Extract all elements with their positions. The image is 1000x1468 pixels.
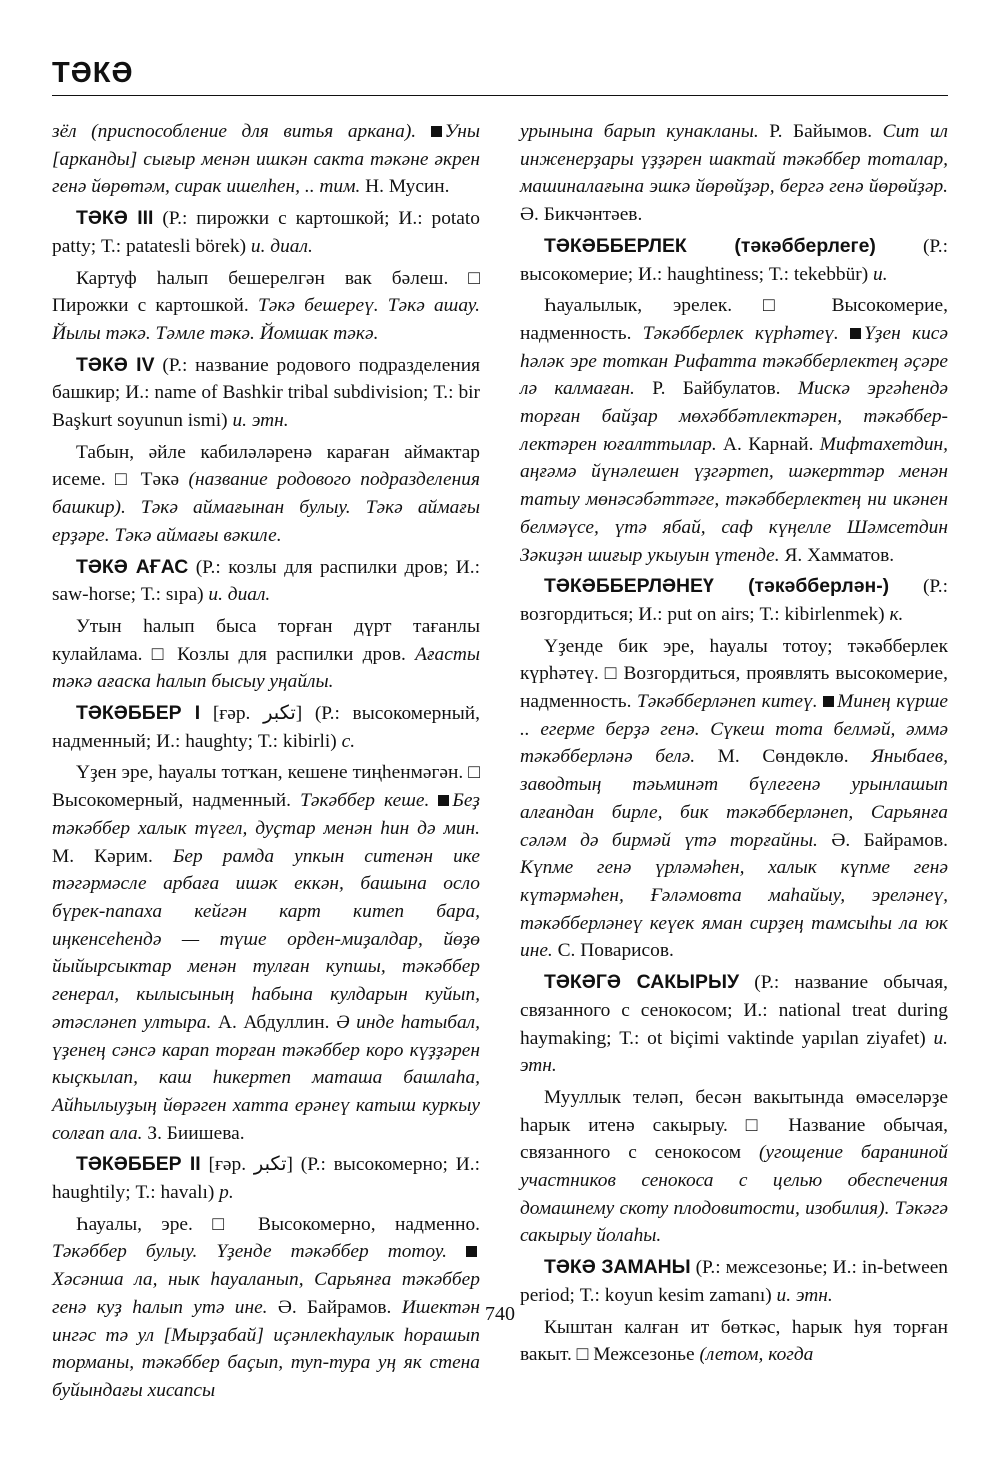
text-run: Ә. Бикчәнтәев. xyxy=(520,204,643,226)
italic-text: (название родового подразделения башкир). Тәкә аймағынан булыу. Тәкә аймағы ерҙәре. Тәкә аймағы вәкиле. xyxy=(52,469,480,546)
italic-text: Мискә эргәһендә торған байҙар мөхәббәтлектәрен, тәкәбберлектәрен юғалттылар. xyxy=(520,378,949,455)
text-run: Картуф һалып бешерелгән вак бәлеш. xyxy=(76,267,469,289)
header-rule xyxy=(52,95,948,96)
text-run: (Р.: возгордиться; И.: put on airs; Т.: kibirlenmek) xyxy=(520,576,948,625)
entry-paragraph xyxy=(52,759,480,1147)
text-run: (Р.: название родового подразделения башкир; И.: name of Bashkir tribal subdivision; Т.: bir Başkurt soyunun ismi) xyxy=(52,354,480,432)
text-run: Р. Байбулатов. xyxy=(652,378,798,400)
italic-text: Тәкә бешереү. Тәкә ашау. Йылы тәкә. Тәмле тәкә. Йомшак тәкә. xyxy=(52,295,480,344)
text-run: Һауалы, эре. □ Высокомерно, надменно. xyxy=(76,1213,480,1235)
dictionary-entry-head xyxy=(520,969,948,1080)
italic-text: Үҙен кисә һәләк эре тоткан Рифатта тәкәбберлектең әҫәре лә калмаған. xyxy=(520,322,948,400)
italic-text: Хәсәнша ла, нык һауаланып, Сарьянға тәкәббер генә куҙ һалып утә ине. xyxy=(52,1269,480,1318)
dictionary-entry-head xyxy=(520,573,948,628)
text-run: С. Поварисов. xyxy=(557,940,674,962)
running-head-word: ТӘКӘ xyxy=(52,57,134,89)
dictionary-entry-head xyxy=(520,233,948,288)
headword: ТӘКӘББЕР II xyxy=(76,1153,201,1176)
headword: ТӘКӘГӘ САКЫРЫУ xyxy=(544,971,740,994)
text-run: Мууллык теләп, бесән вакытында өмәселәрҙе һарык итенә сакырыу. □ Название обычая, связанного с сенокосом xyxy=(520,1086,948,1164)
text-run: [ғәр. تكبر] (Р.: высокомерно; И.: haughtily; Т.: havalı) xyxy=(52,1154,480,1204)
black-square-icon xyxy=(438,795,449,806)
dictionary-entry-head xyxy=(52,352,480,435)
italic-text: Уны [арканды] сығыр менән ишкән сакта тәкәне әкрен генә йөрөтәм, сирак ишелһен, .. тим. xyxy=(52,121,480,198)
text-run: Үҙен эре, һауалы тотҡан, кешене тиңһенмәгән. □ Высокомерный, надменный. xyxy=(52,762,480,812)
headword: ТӘКӘББЕРЛЕК (тәкәбберлеге) xyxy=(544,234,876,257)
italic-text: с. xyxy=(341,730,356,752)
entry-paragraph xyxy=(520,292,948,569)
text-run: Кыштан калған ит бөткәс, һарык һуя торған вакыт. □ Межсезонье xyxy=(520,1316,948,1366)
italic-text: Күпме генә үрләмәһен, халык күпме генә күтәрмәһен, Ғәләмовта маһайыу, эреләнеү, тәкәбберләнеү кеүек яман сирҙең тамсыһы ла юк ине. xyxy=(520,857,948,962)
dictionary-entry-head xyxy=(52,700,480,755)
entry-paragraph xyxy=(52,118,480,201)
headword: ТӘКӘ ЗАМАНЫ xyxy=(544,1256,691,1279)
dictionary-entry-head xyxy=(52,1151,480,1206)
text-run: Ә. Байрамов. xyxy=(831,829,948,851)
italic-text: Тәкәбберлек күрһәтеү. xyxy=(642,322,851,344)
black-square-icon xyxy=(850,328,861,339)
right-column xyxy=(520,118,948,1373)
italic-text: и. этн. xyxy=(520,1027,948,1077)
text-run: Утын һалып быса торған дүрт тағанлы кулайлама. □ Козлы для распилки дров. xyxy=(52,615,480,665)
text-run: А. Карнай. xyxy=(723,433,820,455)
entry-paragraph xyxy=(52,265,480,348)
text-run: З. Биишева. xyxy=(147,1122,245,1144)
dictionary-entry-head xyxy=(52,205,480,260)
text-run: (Р.: межсезонье; И.: in-between period; Т.: koyun kesim zamanı) xyxy=(520,1257,948,1306)
italic-text: Яныбаев, заводтың тәьминәт бүлегенә урынлашып алғандан бирле, бик тәкәбберләнеп, Сарьянға сәләм дә бирмәй үтә торғайны. xyxy=(520,746,948,851)
page-number: 740 xyxy=(485,1303,515,1325)
black-square-icon xyxy=(466,1246,477,1257)
text-run: Р. Байымов. xyxy=(769,121,883,142)
italic-text: Тәкәббер кеше. xyxy=(300,790,439,812)
italic-text: Мифтахетдин, аңғәмә йүнәлешен үҙгәртеп, шәкерттәр менән татыу мөнәсәбәттәге, тәкәбберлектең ни икәнен белмәүсе, үтә ябай, саф күңелле Шәмсетдин Зәкиҙән шиғыр укыуын үтенде. xyxy=(520,433,949,566)
text-run: А. Абдуллин. xyxy=(217,1011,337,1033)
left-column xyxy=(52,118,480,1409)
black-square-icon xyxy=(431,126,442,137)
italic-text: зёл (приспособление для витья аркана). xyxy=(52,121,431,142)
italic-text: Бер рамда упкын ситенән ике тәгәрмәсле арбаға ишәк еккән, башына осло бүрек-папаха кейгән карт китеп бара, иңкенсеһендә — түше орден-миҙалдар, йөҙө йыйырсыктар менән тулған купшы, тәкәббер генерал, кылысының һабына кулдарын куйып, әтәсләнеп ултыра. xyxy=(52,845,480,1033)
italic-text: Тәкәбберләнеп китеү. xyxy=(636,691,824,713)
text-run: М. Сөндөклө. xyxy=(717,746,872,768)
text-run: (Р.: козлы для распилки дров; И.: saw-horse; Т.: sıpa) xyxy=(52,556,480,606)
text-run: (Р.: высокомерие; И.: haughtiness; Т.: tekebbür) xyxy=(520,235,949,285)
italic-text: и. xyxy=(873,263,888,285)
text-run: Ә. Байрамов. xyxy=(277,1296,402,1318)
text-run: (Р.: пирожки с картошкой; И.: potato patty; Т.: patatesli börek) xyxy=(52,208,480,257)
black-square-icon xyxy=(823,696,834,707)
entry-paragraph xyxy=(520,1084,948,1250)
entry-paragraph xyxy=(52,439,480,550)
text-run: (Р.: название обычая, связанного с сенокосом; И.: national treat during haymaking; Т.: ot biçimi vaktinde yapılan ziyafet) xyxy=(520,972,948,1049)
text-run: Һауалылык, эрелек. □ Высокомерие, надменность. xyxy=(520,295,948,344)
running-header xyxy=(52,55,948,91)
dictionary-entry-head xyxy=(520,1254,948,1309)
italic-text: Сит ил инженерҙары үҙҙәрен шактай тәкәббер тоталар, машиналағына эшкә йөрөйҙәр, бергә генә йөрөйҙәр. xyxy=(520,121,948,198)
text-run: Н. Мусин. xyxy=(365,176,450,198)
headword: ТӘКӘ АҒАС xyxy=(76,555,189,578)
headword: ТӘКӘ III xyxy=(76,207,154,230)
italic-text: урынына барып кунакланы. xyxy=(520,121,770,142)
headword: ТӘКӘББЕРЛӘНЕҮ (тәкәбберлән-) xyxy=(544,575,890,598)
italic-text: и. этн. xyxy=(776,1284,833,1306)
italic-text: (угощение бараниной участников сенокоса с целью обеспечения домашнему скоту плодовитости, изобилия). Тәкәгә сакырыу йолаһы. xyxy=(520,1142,949,1247)
italic-text: и. этн. xyxy=(232,410,289,432)
text-run: Табын, әйле кабиләләренә караған аймактар исеме. □ Тәкә xyxy=(52,441,480,491)
italic-text: Ағасты тәкә ағаска һалып бысыу уңайлы. xyxy=(52,643,480,693)
text-run: [ғәр. تكبر] (Р.: высокомерный, надменный; И.: haughty; Т.: kibirli) xyxy=(52,703,480,752)
entry-paragraph xyxy=(520,1314,948,1369)
text-run: Үҙенде бик эре, һауалы тотоу; тәкәбберлек күрһәтеү. □ Возгордиться, проявлять высокомерие, надменность. xyxy=(520,635,948,713)
entry-paragraph xyxy=(520,633,948,965)
text-run: □ Пирожки с картошкой. xyxy=(52,267,480,317)
headword: ТӘКӘ IV xyxy=(76,353,155,376)
text-run: М. Кәрим. xyxy=(52,845,173,867)
entry-paragraph xyxy=(520,118,948,229)
headword: ТӘКӘББЕР I xyxy=(76,702,201,725)
italic-text: Беҙ тәкәббер халык түгел, дуҫтар менән һин дә мин. xyxy=(52,790,480,839)
entry-paragraph xyxy=(52,613,480,696)
italic-text: р. xyxy=(219,1182,234,1204)
italic-text: Тәкәббер булыу. Үҙенде тәкәббер тотоу. xyxy=(52,1241,466,1263)
dictionary-entry-head xyxy=(52,554,480,609)
italic-text: Ә инде һатыбал, үҙенең сәнсә карап торған тәкәббер коро күҙҙәрен кыҫкылап, каш һикертеп маташа башлаһа, Айһылыуҙың йөрәген хатта ерәнеү катыш куркыу солғап ала. xyxy=(52,1011,480,1144)
italic-text: Минең күрше .. егерме берҙә генә. Сүкеш тота белмәй, әммә тәкәбберләнә белә. xyxy=(520,691,949,768)
italic-text: и. диал. xyxy=(208,584,271,606)
text-run: Я. Хамматов. xyxy=(784,544,895,566)
italic-text: к. xyxy=(889,603,904,625)
italic-text: и. диал. xyxy=(250,235,313,257)
italic-text: (летом, когда xyxy=(699,1344,814,1366)
italic-text: Ишектән ингәс тә ул [Мырҙабай] иҫәнлекһаулык һорашып торманы, тәкәббер баҫып, туп-тура уң як стена буйындағы хисапсы xyxy=(52,1296,480,1401)
entry-paragraph xyxy=(52,1211,480,1405)
